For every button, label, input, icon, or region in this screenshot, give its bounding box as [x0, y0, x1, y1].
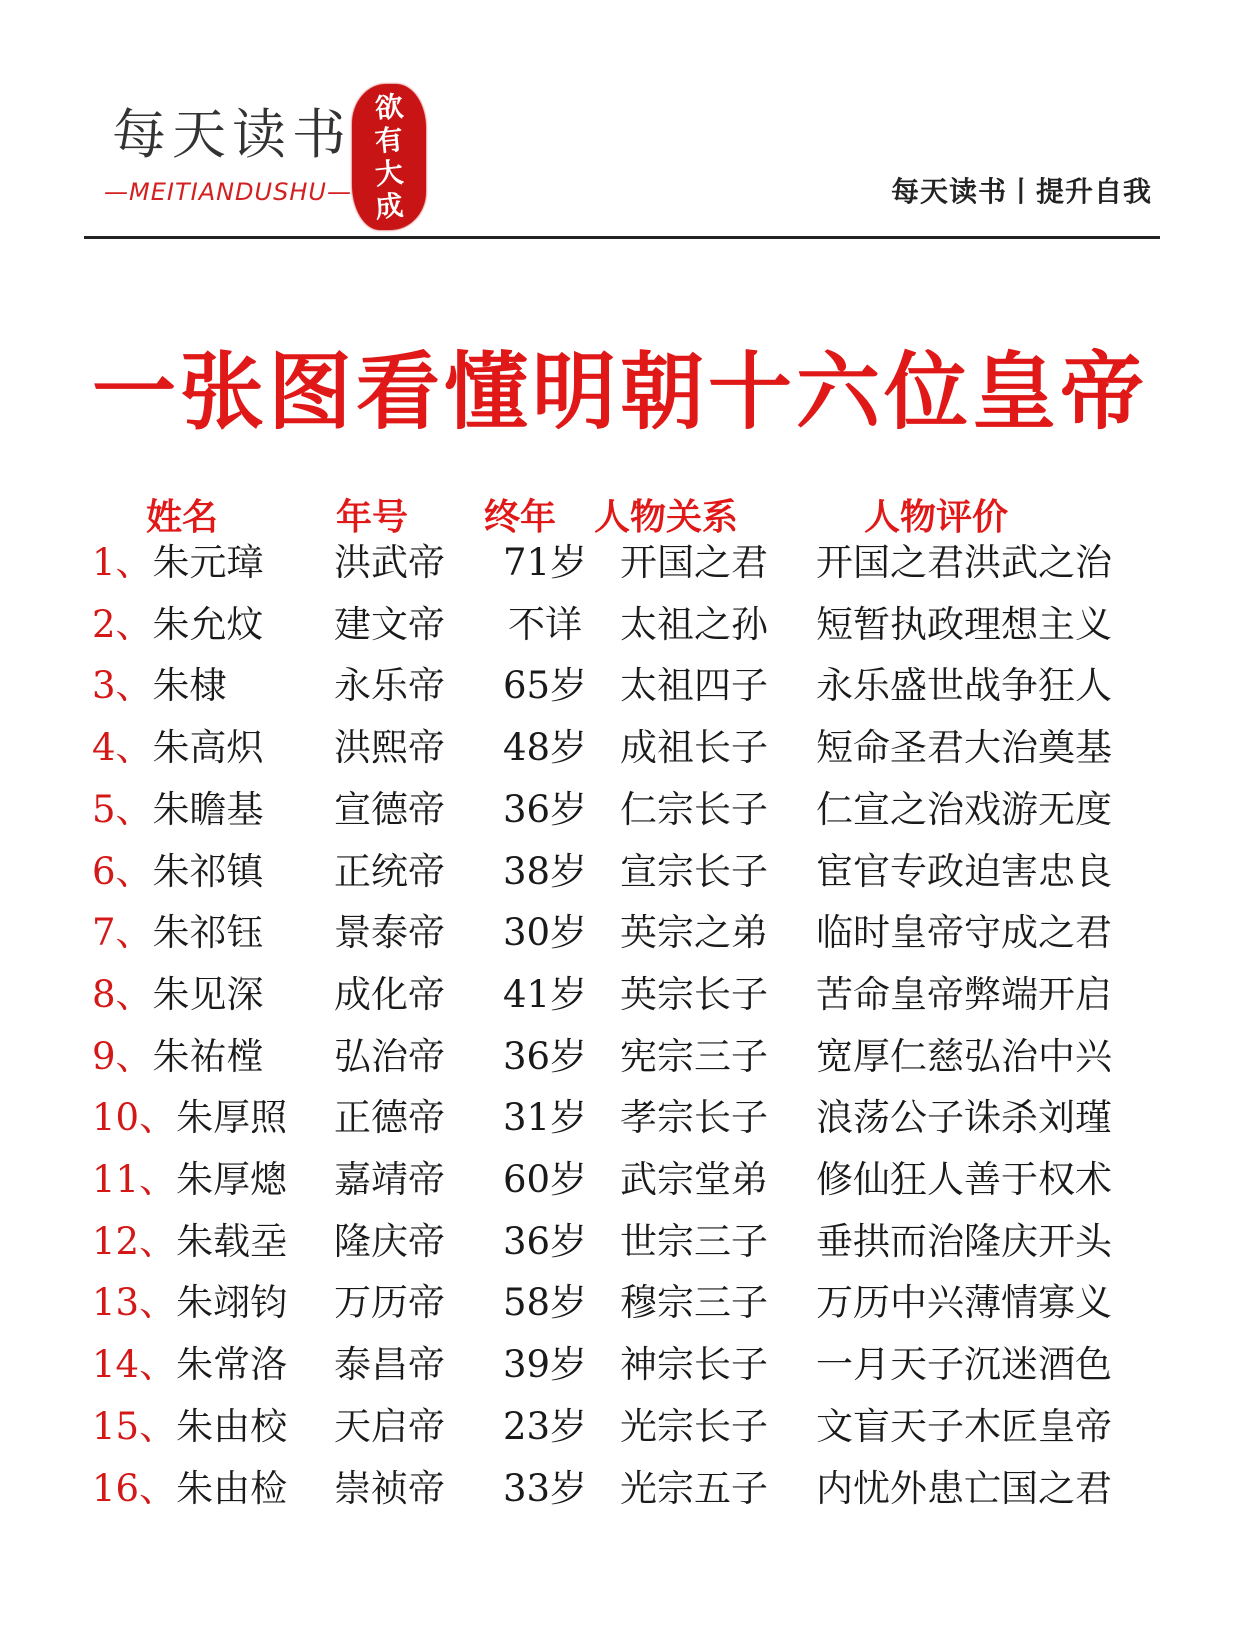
- cell-reign: 弘治帝: [334, 1034, 445, 1078]
- table-row: [0, 849, 1240, 917]
- emperor-name: 朱见深: [152, 972, 264, 1016]
- cell-age: 33岁: [502, 1466, 588, 1510]
- cell-age: 65岁: [502, 664, 588, 708]
- cell-age: 38岁: [502, 849, 588, 893]
- emperor-name: 朱祁钰: [152, 911, 264, 955]
- column-header-age: 终年: [484, 497, 557, 538]
- table-row: [0, 726, 1240, 793]
- row-index: 6、: [92, 849, 153, 893]
- cell-relation: 孝宗长子: [620, 1096, 768, 1140]
- cell-evaluation: 宽厚仁慈弘治中兴: [816, 1034, 1112, 1078]
- cell-age: 不详: [508, 602, 582, 646]
- cell-evaluation: 短暂执政理想主义: [816, 602, 1112, 646]
- emperor-name: 朱高炽: [152, 726, 264, 770]
- row-index: 11、: [92, 1158, 177, 1201]
- emperor-name: 朱允炆: [152, 602, 264, 646]
- cell-age: 36岁: [502, 1034, 588, 1078]
- seal-char: 大: [373, 155, 405, 192]
- cell-name: [92, 541, 264, 584]
- table-row: [0, 1096, 1240, 1163]
- row-index: 12、: [92, 1219, 177, 1263]
- seal-stamp: [352, 84, 426, 230]
- table-row: [0, 664, 1240, 731]
- cell-age: 39岁: [502, 1343, 588, 1387]
- column-header-name: 姓名: [146, 497, 219, 538]
- cell-reign: 隆庆帝: [334, 1219, 445, 1263]
- table-row: [0, 911, 1240, 978]
- emperor-name: 朱厚熜: [176, 1158, 288, 1201]
- cell-reign: 正德帝: [334, 1096, 445, 1140]
- cell-relation: 穆宗三子: [620, 1281, 768, 1325]
- row-index: 5、: [92, 787, 153, 831]
- cell-reign: 永乐帝: [334, 664, 445, 708]
- cell-evaluation: 万历中兴薄情寡义: [816, 1281, 1112, 1325]
- cell-age: 71岁: [502, 541, 588, 584]
- row-index: 14、: [92, 1343, 177, 1387]
- row-index: 7、: [92, 911, 153, 955]
- cell-relation: 太祖之孙: [620, 602, 768, 646]
- table-row: [0, 1219, 1240, 1287]
- emperor-name: 朱祁镇: [152, 849, 264, 893]
- table-row: [0, 1281, 1240, 1348]
- column-header-reign: 年号: [336, 497, 409, 538]
- row-index: 8、: [92, 972, 153, 1016]
- emperor-name: 朱常洛: [176, 1343, 288, 1387]
- emperor-name: 朱由检: [176, 1466, 288, 1510]
- row-index: 3、: [92, 664, 153, 708]
- cell-age: 30岁: [502, 911, 588, 955]
- seal-char: 欲: [373, 89, 405, 126]
- cell-age: 48岁: [502, 726, 588, 770]
- cell-name: [92, 1343, 288, 1387]
- brand-subtitle: —MEITIANDUSHU—: [104, 178, 352, 206]
- cell-reign: 洪武帝: [334, 541, 445, 584]
- cell-name: [92, 911, 264, 955]
- cell-relation: 成祖长子: [620, 726, 768, 770]
- emperor-name: 朱厚照: [176, 1096, 288, 1140]
- cell-evaluation: 短命圣君大治奠基: [816, 726, 1112, 770]
- emperor-name: 朱元璋: [152, 541, 264, 584]
- cell-evaluation: 内忧外患亡国之君: [816, 1466, 1112, 1510]
- cell-age: 23岁: [502, 1404, 588, 1448]
- slogan: 每天读书丨提升自我: [890, 175, 1152, 208]
- cell-name: [92, 1096, 288, 1140]
- cell-evaluation: 苦命皇帝弊端开启: [816, 972, 1112, 1016]
- emperor-name: 朱载坖: [176, 1219, 288, 1263]
- cell-evaluation: 永乐盛世战争狂人: [816, 664, 1112, 708]
- cell-reign: 正统帝: [334, 849, 445, 893]
- row-index: 9、: [92, 1034, 153, 1078]
- cell-name: [92, 849, 264, 893]
- divider: [84, 236, 1160, 239]
- cell-relation: 英宗长子: [620, 972, 768, 1016]
- cell-reign: 成化帝: [334, 972, 445, 1016]
- table-row: [0, 1034, 1240, 1102]
- cell-evaluation: 开国之君洪武之治: [816, 541, 1112, 584]
- cell-relation: 英宗之弟: [620, 911, 768, 955]
- cell-name: [92, 972, 264, 1016]
- cell-evaluation: 文盲天子木匠皇帝: [816, 1404, 1112, 1448]
- emperor-name: 朱由校: [176, 1404, 288, 1448]
- cell-age: 31岁: [502, 1096, 588, 1140]
- cell-reign: 景泰帝: [334, 911, 445, 955]
- table-row: [0, 972, 1240, 1040]
- seal-char: 有: [373, 122, 405, 159]
- cell-relation: 世宗三子: [620, 1219, 768, 1263]
- cell-evaluation: 一月天子沉迷酒色: [816, 1343, 1112, 1387]
- cell-reign: 天启帝: [334, 1404, 445, 1448]
- cell-relation: 光宗长子: [620, 1404, 768, 1448]
- table-row: [0, 1158, 1240, 1225]
- emperor-name: 朱祐樘: [152, 1034, 264, 1078]
- cell-relation: 宣宗长子: [620, 849, 768, 893]
- cell-name: [92, 1219, 288, 1263]
- cell-name: [92, 787, 264, 831]
- column-header-relation: 人物关系: [594, 497, 739, 538]
- cell-relation: 开国之君: [620, 541, 768, 584]
- cell-name: [92, 1034, 264, 1078]
- row-index: 15、: [92, 1404, 177, 1448]
- cell-relation: 神宗长子: [620, 1343, 768, 1387]
- cell-relation: 仁宗长子: [620, 787, 768, 831]
- emperor-name: 朱翊钧: [176, 1281, 288, 1325]
- emperor-name: 朱瞻基: [152, 787, 264, 831]
- page-title: 一张图看懂明朝十六位皇帝: [91, 343, 1148, 441]
- cell-name: [92, 1404, 288, 1448]
- cell-reign: 泰昌帝: [334, 1343, 445, 1387]
- cell-name: [92, 1158, 288, 1201]
- cell-relation: 太祖四子: [620, 664, 768, 708]
- cell-name: [92, 1281, 288, 1325]
- row-index: 4、: [92, 726, 153, 770]
- seal-char: 成: [373, 188, 405, 225]
- cell-age: 58岁: [502, 1281, 588, 1325]
- cell-name: [92, 664, 227, 708]
- row-index: 16、: [92, 1466, 177, 1510]
- cell-reign: 建文帝: [334, 602, 445, 646]
- cell-age: 60岁: [502, 1158, 588, 1201]
- cell-evaluation: 宦官专政迫害忠良: [816, 849, 1112, 893]
- table-row: [0, 1343, 1240, 1410]
- row-index: 13、: [92, 1281, 177, 1325]
- row-index: 1、: [92, 541, 153, 584]
- cell-age: 41岁: [502, 972, 588, 1016]
- table-row: [0, 541, 1240, 608]
- cell-age: 36岁: [502, 787, 588, 831]
- cell-evaluation: 临时皇帝守成之君: [816, 911, 1112, 955]
- cell-relation: 武宗堂弟: [620, 1158, 768, 1201]
- table-row: [0, 1404, 1240, 1472]
- cell-relation: 光宗五子: [620, 1466, 768, 1510]
- cell-evaluation: 垂拱而治隆庆开头: [816, 1219, 1112, 1263]
- cell-name: [92, 602, 264, 646]
- cell-evaluation: 浪荡公子诛杀刘瑾: [816, 1096, 1112, 1140]
- cell-reign: 万历帝: [334, 1281, 445, 1325]
- brand-title: 每天读书: [112, 103, 352, 166]
- header: [0, 0, 1240, 250]
- column-header-evaluation: 人物评价: [864, 497, 1009, 538]
- cell-relation: 宪宗三子: [620, 1034, 768, 1078]
- cell-reign: 洪熙帝: [334, 726, 445, 770]
- cell-reign: 崇祯帝: [334, 1466, 445, 1510]
- cell-name: [92, 726, 264, 770]
- cell-evaluation: 仁宣之治戏游无度: [816, 787, 1112, 831]
- cell-age: 36岁: [502, 1219, 588, 1263]
- cell-evaluation: 修仙狂人善于权术: [816, 1158, 1112, 1201]
- table-row: [0, 1466, 1240, 1534]
- emperor-name: 朱棣: [152, 664, 227, 708]
- row-index: 10、: [92, 1096, 177, 1140]
- cell-reign: 宣德帝: [334, 787, 445, 831]
- cell-name: [92, 1466, 288, 1510]
- table-row: [0, 787, 1240, 855]
- cell-reign: 嘉靖帝: [334, 1158, 445, 1201]
- row-index: 2、: [92, 602, 153, 646]
- table-row: [0, 602, 1240, 670]
